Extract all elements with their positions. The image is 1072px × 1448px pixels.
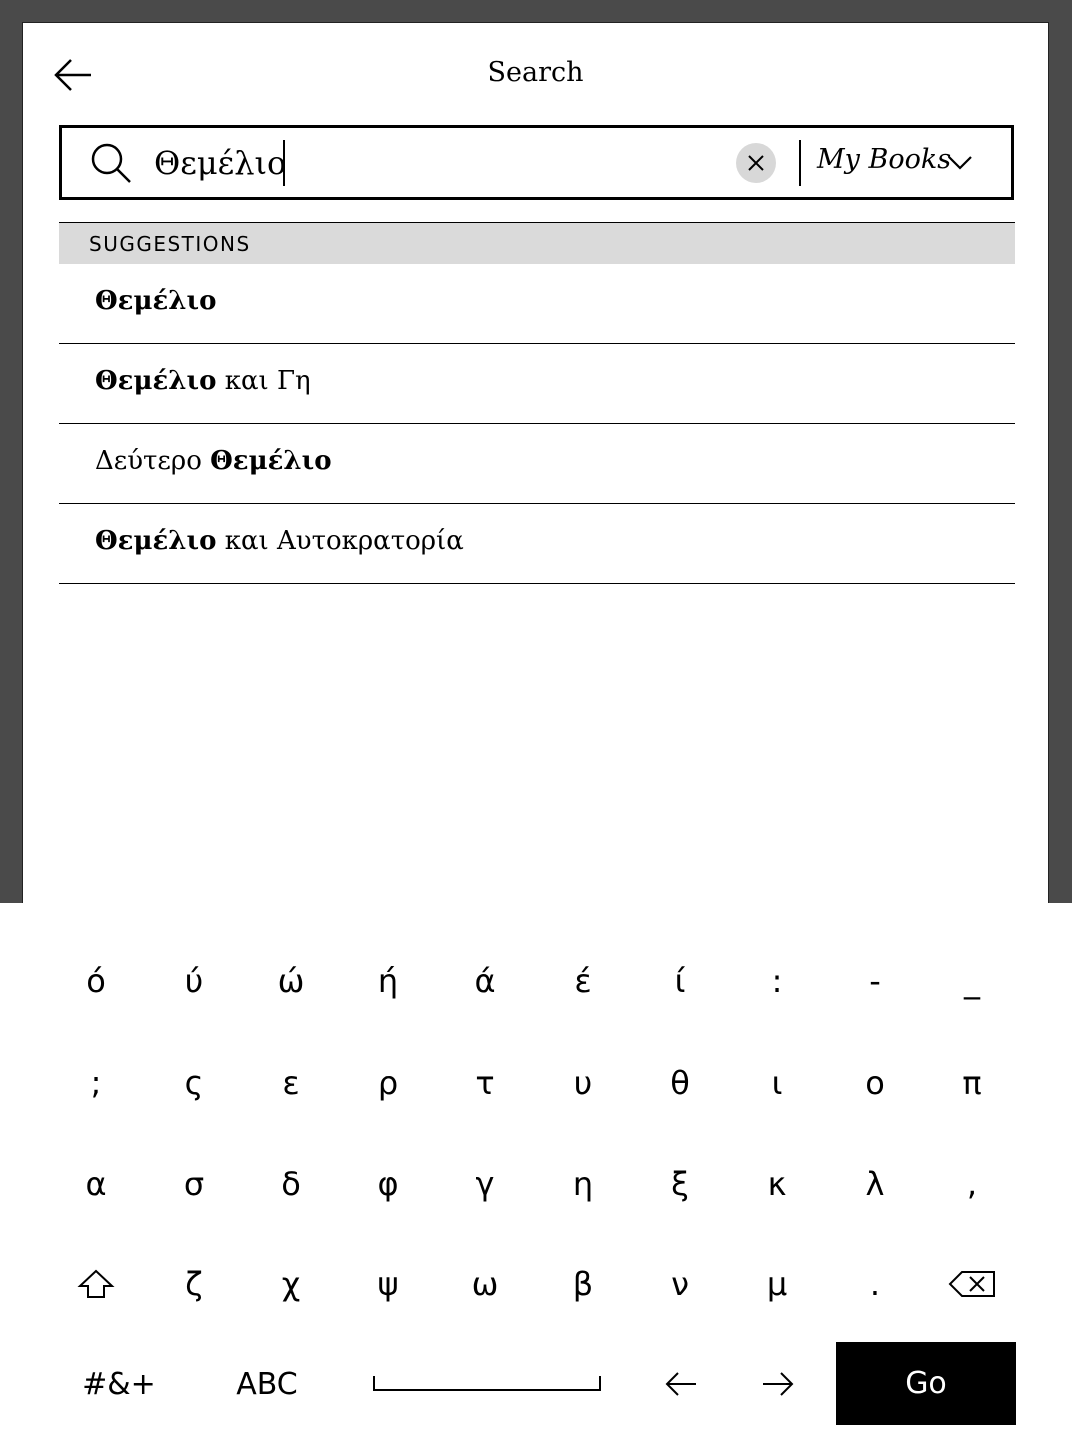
char-key[interactable]: ω: [471, 1265, 499, 1303]
char-key[interactable]: ξ: [671, 1165, 689, 1203]
suggestion-suffix: και Γη: [216, 366, 311, 396]
char-key[interactable]: ρ: [377, 1064, 399, 1102]
char-key[interactable]: ,: [966, 1165, 978, 1203]
char-key[interactable]: ς: [184, 1064, 204, 1102]
clear-search-button[interactable]: [736, 143, 776, 183]
page-title: Search: [487, 57, 584, 88]
char-key[interactable]: .: [869, 1265, 881, 1303]
suggestions-list: [59, 264, 1015, 584]
search-input[interactable]: [154, 138, 634, 188]
suggestion-item[interactable]: [59, 264, 1015, 344]
char-key[interactable]: λ: [865, 1165, 885, 1203]
suggestion-item[interactable]: [59, 344, 1015, 424]
char-key[interactable]: η: [572, 1165, 594, 1203]
on-screen-keyboard: [0, 903, 1072, 1448]
backspace-key[interactable]: [932, 1249, 1012, 1319]
char-key[interactable]: κ: [767, 1165, 787, 1203]
char-key[interactable]: φ: [377, 1165, 399, 1203]
char-key[interactable]: ά: [474, 962, 496, 1000]
suggestion-match: Θεμέλιο: [95, 286, 217, 316]
backspace-icon: [948, 1270, 996, 1298]
char-key[interactable]: ζ: [185, 1265, 203, 1303]
suggestions-header: [59, 222, 1015, 264]
char-key[interactable]: π: [962, 1064, 982, 1102]
suggestion-match: Θεμέλιο: [210, 446, 332, 476]
go-key[interactable]: Go: [836, 1342, 1016, 1425]
close-icon: [736, 143, 776, 183]
search-scope-dropdown[interactable]: My Books: [817, 144, 952, 175]
char-key[interactable]: έ: [574, 962, 592, 1000]
cursor-left-key[interactable]: [641, 1349, 721, 1419]
space-bar-icon: [372, 1354, 602, 1414]
search-panel: [22, 22, 1049, 903]
char-key[interactable]: ε: [282, 1064, 300, 1102]
char-key[interactable]: τ: [475, 1064, 495, 1102]
char-key[interactable]: ;: [90, 1064, 102, 1102]
search-icon: [90, 142, 134, 186]
symbols-key[interactable]: #&+: [82, 1366, 156, 1402]
text-caret: [283, 140, 285, 186]
char-key[interactable]: ο: [865, 1064, 885, 1102]
char-key[interactable]: θ: [670, 1064, 690, 1102]
suggestion-match: Θεμέλιο: [95, 366, 217, 396]
abc-key[interactable]: ABC: [236, 1366, 298, 1402]
char-key[interactable]: :: [771, 962, 783, 1000]
space-key[interactable]: [372, 1354, 602, 1414]
char-key[interactable]: ή: [377, 962, 399, 1000]
shift-key[interactable]: [56, 1249, 136, 1319]
char-key[interactable]: ύ: [184, 962, 204, 1000]
char-key[interactable]: _: [964, 962, 980, 1000]
chevron-down-icon[interactable]: [947, 154, 973, 172]
cursor-right-key[interactable]: [738, 1349, 818, 1419]
char-key[interactable]: μ: [766, 1265, 788, 1303]
suggestion-prefix: Δεύτερο: [95, 446, 211, 476]
suggestions-heading: SUGGESTIONS: [89, 232, 251, 256]
char-key[interactable]: β: [572, 1265, 594, 1303]
suggestion-item[interactable]: [59, 504, 1015, 584]
char-key[interactable]: χ: [281, 1265, 301, 1303]
suggestion-match: Θεμέλιο: [95, 526, 217, 556]
arrow-left-icon: [664, 1370, 698, 1398]
char-key[interactable]: ψ: [377, 1265, 399, 1303]
char-key[interactable]: ώ: [277, 962, 305, 1000]
char-key[interactable]: ι: [771, 1064, 783, 1102]
suggestion-suffix: και Αυτοκρατορία: [216, 526, 464, 556]
search-box: [59, 125, 1014, 200]
char-key[interactable]: ί: [674, 962, 686, 1000]
arrow-right-icon: [761, 1370, 795, 1398]
char-key[interactable]: -: [869, 962, 881, 1000]
suggestion-item[interactable]: [59, 424, 1015, 504]
char-key[interactable]: υ: [573, 1064, 593, 1102]
char-key[interactable]: ό: [86, 962, 106, 1000]
char-key[interactable]: γ: [475, 1165, 495, 1203]
scope-divider: [799, 140, 801, 186]
shift-icon: [77, 1268, 115, 1300]
char-key[interactable]: δ: [281, 1165, 301, 1203]
char-key[interactable]: σ: [183, 1165, 205, 1203]
char-key[interactable]: ν: [671, 1265, 689, 1303]
char-key[interactable]: α: [85, 1165, 107, 1203]
